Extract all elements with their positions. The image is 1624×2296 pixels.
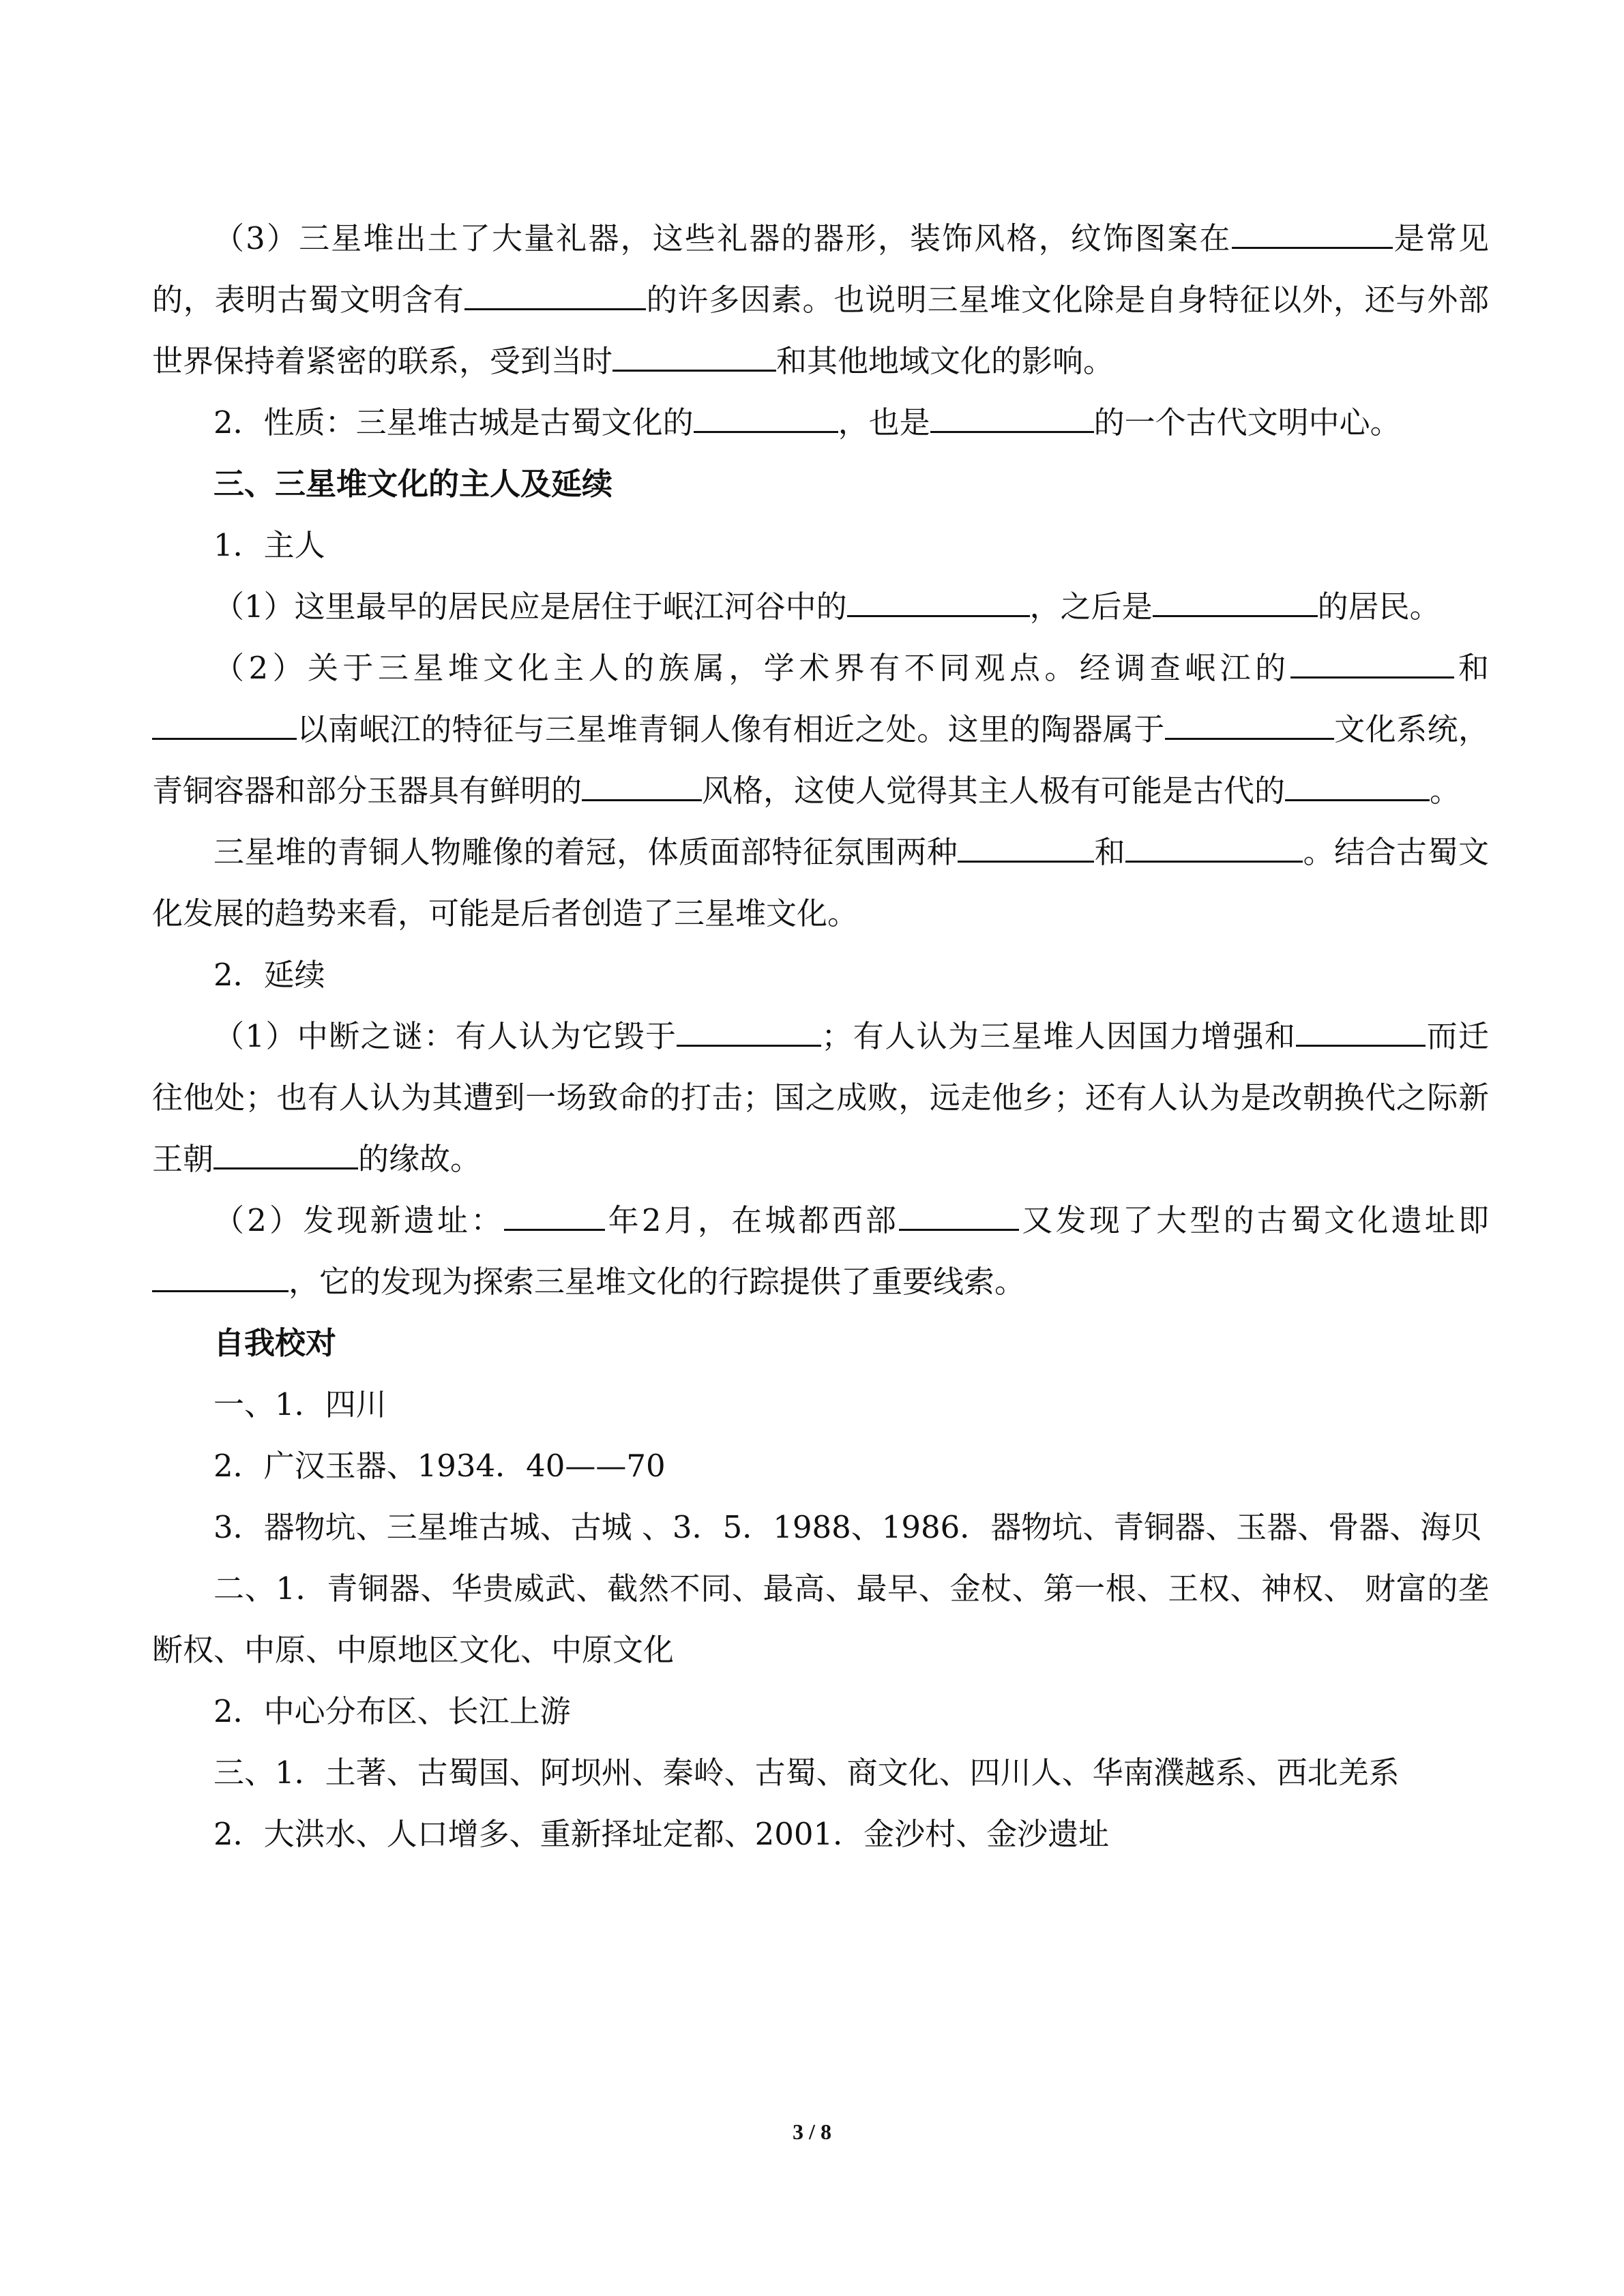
answer-blank (152, 1259, 289, 1292)
answer-blank (1232, 215, 1393, 249)
answer-blank (504, 1197, 605, 1231)
answer-blank (612, 338, 776, 372)
text-run: 2．中心分布区、长江上游 (213, 1693, 571, 1729)
text-run: 风格，这使人觉得其主人极有可能是古代的 (702, 773, 1286, 809)
text-run: （2）关于三星堆文化主人的族属，学术界有不同观点。经调查岷江的 (213, 650, 1290, 686)
answer-blank (847, 584, 1030, 617)
text-run: 。 (1430, 773, 1461, 809)
text-run: 年2月，在城都西部 (605, 1202, 900, 1238)
answer-line (152, 1804, 1489, 1865)
answer-blank (1290, 645, 1454, 679)
text-run: 的居民。 (1317, 588, 1441, 625)
answer-blank (1125, 829, 1303, 863)
text-run: 以南岷江的特征与三星堆青铜人像有相近之处。这里的陶器属于 (297, 711, 1165, 747)
text-run: ，之后是 (1029, 588, 1153, 625)
text-run: 的许多因素。也说明三星堆文化除是自身特征以外，还与外部世界保持着紧密的联系，受到当时 (152, 282, 1489, 379)
page-number: 3 / 8 (793, 2119, 831, 2144)
paragraph (152, 576, 1489, 638)
text-run: 而迁往他处；也有人认为其遭到一场致命的打击；国之成败，远走他乡；还有人认为是改朝换代之际新王朝 (152, 1018, 1489, 1177)
answer-blank (958, 829, 1094, 863)
answer-key-heading (152, 1313, 1489, 1374)
text-run: 三星堆的青铜人物雕像的着冠，体质面部特征氛围两种 (213, 834, 958, 870)
paragraph (152, 638, 1489, 822)
answer-line (152, 1435, 1489, 1497)
paragraph (152, 392, 1489, 453)
answer-blank (1153, 584, 1318, 617)
text-run: 三、三星堆文化的主人及延续 (213, 466, 613, 502)
section-heading (152, 453, 1489, 515)
answer-line (152, 1558, 1489, 1681)
text-run: （1）这里最早的居民应是居住于岷江河谷中的 (213, 588, 847, 625)
text-run: 一、1．四川 (213, 1386, 387, 1422)
text-run: 文化系统，青铜容器和部分玉器具有鲜明的 (152, 711, 1489, 809)
text-run: 和其他地域文化的影响。 (776, 343, 1114, 379)
text-run: 2．广汉玉器、1934．40——70 (213, 1448, 666, 1484)
text-run: 自我校对 (213, 1325, 337, 1361)
text-run: 三、1．土著、古蜀国、阿坝州、秦岭、古蜀、商文化、四川人、华南濮越系、西北羌系 (213, 1755, 1400, 1791)
text-run: （3）三星堆出土了大量礼器，这些礼器的器形，装饰风格，纹饰图案在 (213, 220, 1232, 256)
answer-blank (464, 277, 646, 310)
text-run: 是常见的，表明古蜀文明含有 (152, 220, 1489, 318)
text-run: ，它的发现为探索三星堆文化的行踪提供了重要线索。 (289, 1264, 1026, 1300)
answer-line (152, 1742, 1489, 1804)
answer-blank (1285, 768, 1430, 801)
subsection-heading (152, 515, 1489, 576)
text-run: 2．性质：三星堆古城是古蜀文化的 (213, 404, 694, 441)
text-run: 的一个古代文明中心。 (1093, 404, 1401, 441)
text-run: 2．延续 (213, 957, 325, 993)
text-run: 3．器物坑、三星堆古城、古城 、3．5．1988、1986．器物坑、青铜器、玉器、骨器、海贝 (213, 1509, 1482, 1545)
text-run: （1）中断之谜：有人认为它毁于 (213, 1018, 677, 1054)
answer-blank (694, 400, 838, 433)
answer-blank (1296, 1013, 1426, 1047)
answer-line (152, 1374, 1489, 1435)
text-run: 又发现了大型的古蜀文化遗址即 (1019, 1202, 1489, 1238)
answer-blank (1165, 706, 1334, 740)
paragraph (152, 1006, 1489, 1190)
text-run: 二、1．青铜器、华贵威武、截然不同、最高、最早、金杖、第一根、王权、神权、 财富的垄断权、中原、中原地区文化、中原文化 (152, 1570, 1490, 1668)
answer-line (152, 1681, 1489, 1742)
answer-blank (582, 768, 702, 801)
text-run: 的缘故。 (358, 1141, 482, 1177)
answer-blank (899, 1197, 1019, 1231)
document-body (152, 208, 1489, 1865)
text-run: 和 (1094, 834, 1126, 870)
answer-blank (213, 1136, 358, 1169)
answer-line (152, 1497, 1489, 1558)
answer-blank (930, 400, 1094, 433)
paragraph (152, 822, 1489, 944)
text-run: ；有人认为三星堆人因国力增强和 (821, 1018, 1297, 1054)
answer-blank (152, 706, 297, 740)
paragraph (152, 1190, 1489, 1313)
text-run: 和 (1453, 650, 1489, 686)
text-run: 2．大洪水、人口增多、重新择址定都、2001．金沙村、金沙遗址 (213, 1816, 1110, 1852)
text-run: 。结合古蜀文化发展的趋势来看，可能是后者创造了三星堆文化。 (152, 834, 1489, 931)
paragraph (152, 208, 1489, 392)
subsection-heading (152, 944, 1489, 1006)
text-run: ，也是 (838, 404, 930, 441)
text-run: 1．主人 (213, 527, 325, 563)
answer-blank (677, 1013, 821, 1047)
text-run: （2）发现新遗址： (213, 1202, 505, 1238)
